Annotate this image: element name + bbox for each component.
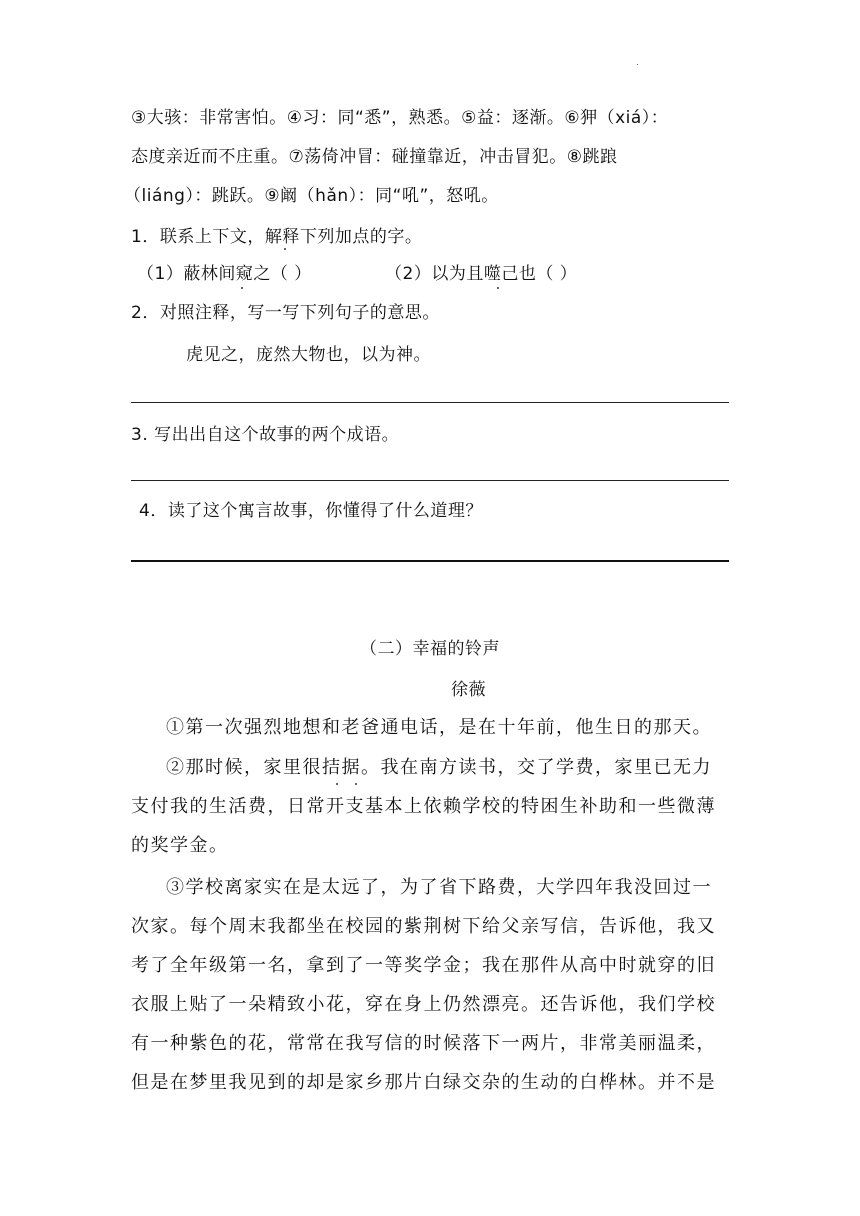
paragraph-3-line: 但是在梦里我见到的却是家乡那片白绿交杂的生动的白桦林。并不是 xyxy=(131,1072,716,1093)
paragraph-3-line: ③学校离家实在是太远了，为了省下路费，大学四年我没回过一 xyxy=(166,877,712,898)
paragraph-3-line: 有一种紫色的花，常常在我写信的时候落下一两片，非常美丽温柔， xyxy=(131,1033,716,1054)
emphasis-dot xyxy=(241,287,243,289)
question-2: 2．对照注释，写一写下列句子的意思。 xyxy=(131,303,440,323)
answer-line xyxy=(131,480,729,481)
notes-line-3: （liáng）：跳跃。⑨阚（hǎn）：同“吼”，怒吼。 xyxy=(124,186,499,206)
paragraph-2-line: ②那时候，家里很拮据。我在南方读书，交了学费，家里已无力 xyxy=(166,757,712,778)
question-1-item-1: （1）蔽林间窥之（ ） xyxy=(137,264,312,284)
question-2-sentence: 虎见之，庞然大物也，以为神。 xyxy=(186,345,431,365)
paragraph-2-line: 支付我的生活费，日常开支基本上依赖学校的特困生补助和一些微薄 xyxy=(131,796,716,817)
scan-speck xyxy=(637,64,638,65)
paragraph-2-line: 的奖学金。 xyxy=(131,835,229,856)
paragraph-3-line: 考了全年级第一名，拿到了一等奖学金；我在那件从高中时就穿的旧 xyxy=(131,955,716,976)
notes-line-2: 态度亲近而不庄重。⑦荡倚冲冒：碰撞靠近，冲击冒犯。⑧跳踉 xyxy=(131,147,618,167)
emphasis-dot xyxy=(497,287,499,289)
answer-line xyxy=(131,402,729,403)
article-author: 徐薇 xyxy=(451,680,486,700)
paragraph-1: ①第一次强烈地想和老爸通电话，是在十年前，他生日的那天。 xyxy=(166,717,712,738)
article-title: （二）幸福的铃声 xyxy=(360,639,500,659)
question-1-item-2: （2）以为且噬己也（ ） xyxy=(385,264,578,284)
paragraph-3-line: 次家。每个周末我都坐在校园的紫荆树下给父亲写信，告诉他，我又 xyxy=(131,916,716,937)
emphasis-dot xyxy=(355,783,357,785)
question-3: 3. 写出出自这个故事的两个成语。 xyxy=(131,425,400,445)
answer-line xyxy=(131,560,729,562)
emphasis-dot xyxy=(284,248,286,250)
paragraph-3-line: 衣服上贴了一朵精致小花，穿在身上仍然漂亮。还告诉他，我们学校 xyxy=(131,994,716,1015)
question-1: 1．联系上下文，解释下列加点的字。 xyxy=(131,227,423,247)
question-4: 4．读了这个寓言故事，你懂得了什么道理？ xyxy=(139,501,483,521)
notes-line-1: ③大骇：非常害怕。④习：同“悉”，熟悉。⑤益：逐渐。⑥狎（xiá）： xyxy=(131,108,669,128)
emphasis-dot xyxy=(336,783,338,785)
